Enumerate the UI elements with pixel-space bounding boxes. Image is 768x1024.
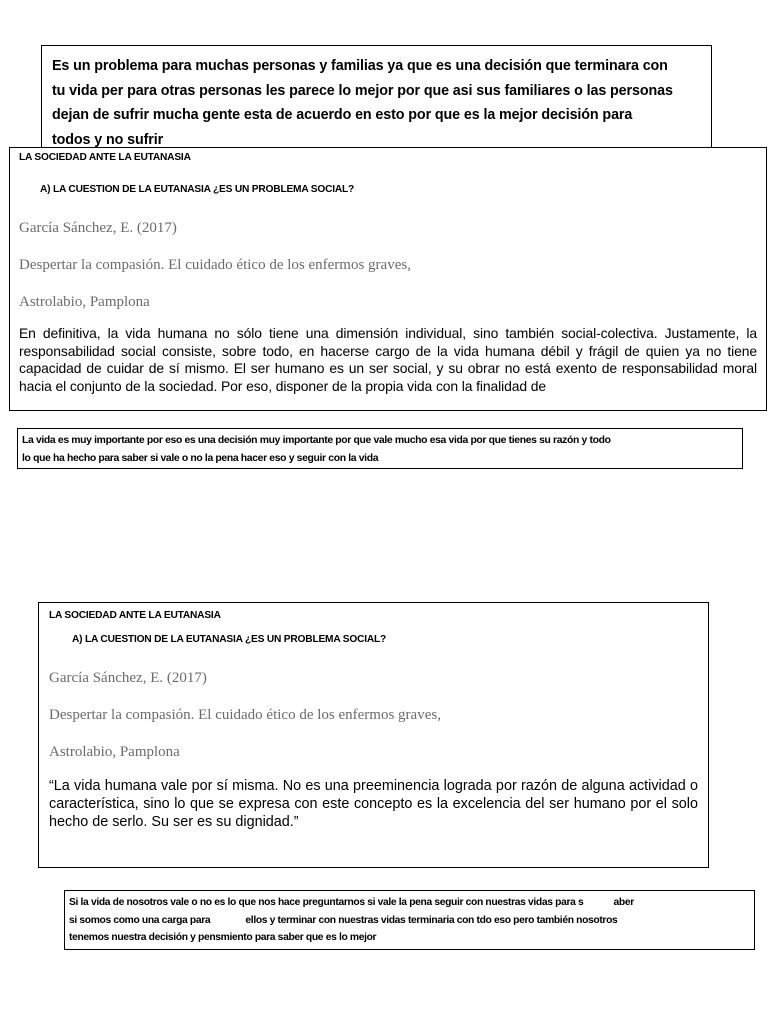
article-body: En definitiva, la vida humana no sólo tiene una dimensión individual, sino también social-colectiva. Justamente, la responsabilidad social consiste, sobre todo, en hacerse cargo de la vida humana débil y frágil de quien ya no tiene capacidad de cuidar de sí mismo. El ser humano es un ser social, y su obrar no está exento de responsabilidad moral hacia el conjunto de la sociedad. Por eso, disponer de la propia vida con la finalidad de [19,325,757,394]
reference-author: García Sánchez, E. (2017) [49,670,207,686]
article-subtitle: A) LA CUESTION DE LA EUTANASIA ¿ES UN PROBLEMA SOCIAL? [40,184,355,195]
comment-box-bottom [64,890,755,950]
reference-publisher: Astrolabio, Pamplona [19,294,150,310]
reference-title: Despertar la compasión. El cuidado ético de los enfermos graves, [19,257,411,273]
article-excerpt-one [9,147,767,411]
reference-author: García Sánchez, E. (2017) [19,220,177,236]
comment-line: dejan de sufrir mucha gente esta de acuerdo en esto por que es la mejor decisión para [52,107,633,123]
article-excerpt-two [38,602,709,868]
comment-box-top [41,45,712,151]
comment-line: lo que ha hecho para saber si vale o no la pena hacer eso y seguir con la vida [22,452,379,464]
comment-line: tu vida per para otras personas les parece lo mejor por que asi sus familiares o las personas [52,82,673,99]
article-title: LA SOCIEDAD ANTE LA EUTANASIA [49,610,221,621]
comment-line: tenemos nuestra decisión y pensmiento para saber que es lo mejor [69,932,377,943]
article-quote: “La vida humana vale por sí misma. No es una preeminencia lograda por razón de alguna actividad o característica, sino lo que se expresa con este concepto es la excelencia del ser humano por el solo hecho de serlo. Su ser es su dignidad.” [49,778,698,830]
comment-box-middle [17,428,743,469]
comment-line: si somos como una carga para ellos y terminar con nuestras vidas terminaria con tdo eso pero también nosotros [69,914,618,926]
comment-line: Es un problema para muchas personas y familias ya que es una decisión que terminara con [52,58,668,74]
reference-title: Despertar la compasión. El cuidado ético de los enfermos graves, [49,707,441,723]
reference-publisher: Astrolabio, Pamplona [49,744,180,760]
comment-line: Si la vida de nosotros vale o no es lo que nos hace preguntarnos si vale la pena seguir con nuestras vidas para s aber [69,897,634,908]
article-subtitle: A) LA CUESTION DE LA EUTANASIA ¿ES UN PROBLEMA SOCIAL? [72,634,387,645]
comment-line: todos y no sufrir [52,131,164,148]
comment-line: La vida es muy importante por eso es una decisión muy importante por que vale mucho esa vida por que tienes su razón y todo [22,435,611,446]
article-title: LA SOCIEDAD ANTE LA EUTANASIA [19,152,191,163]
